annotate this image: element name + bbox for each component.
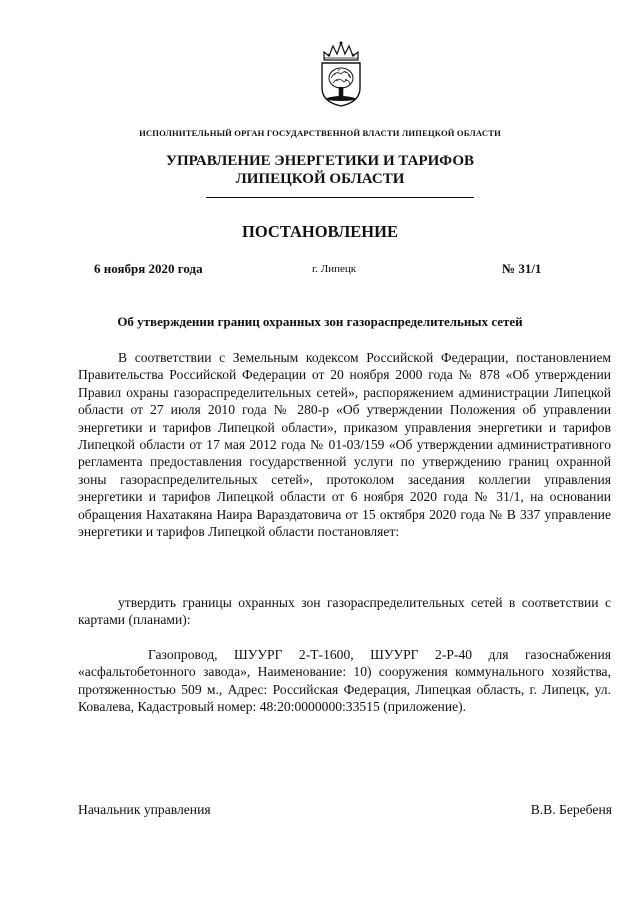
- document-type: ПОСТАНОВЛЕНИЕ: [242, 222, 398, 241]
- document-number: № 31/1: [502, 261, 542, 276]
- document-city: г. Липецк: [312, 263, 357, 275]
- document-subject: Об утверждении границ охранных зон газораспределительных сетей: [117, 314, 523, 329]
- signer-title: Начальник управления: [78, 802, 211, 817]
- department-name: [0, 152, 640, 188]
- coat-of-arms-icon: [318, 40, 364, 108]
- department-name-line2: ЛИПЕЦКОЙ ОБЛАСТИ: [235, 171, 405, 187]
- header-divider: [206, 197, 474, 198]
- department-name-line1: УПРАВЛЕНИЕ ЭНЕРГЕТИКИ И ТАРИФОВ: [165, 153, 475, 169]
- body-paragraph-object: Газопровод, ШУУРГ 2-Т-1600, ШУУРГ 2-Р-40 для газоснабжения «асфальтобетонного завода», Наименование: 10) сооружения коммунального хозяйства, протяженностью 509 м., Адрес: Российская Федерация, Липецкая область, г. Липецк, ул. Ковалева, Кадастровый номер: 48:20:0000000:33515 (приложение).: [78, 647, 611, 715]
- issuing-authority: ИСПОЛНИТЕЛЬНЫЙ ОРГАН ГОСУДАРСТВЕННОЙ ВЛАСТИ ЛИПЕЦКОЙ ОБЛАСТИ: [139, 128, 501, 138]
- body-paragraph-preamble: В соответствии с Земельным кодексом Российской Федерации, постановлением Правительства Российской Федерации от 20 ноября 2000 года № 878 «Об утверждении Правил охраны газораспределительных сетей», распоряжением администрации Липецкой области от 27 июля 2010 года № 280-р «Об утверждении Положения об управлении энергетики и тарифов Липецкой области», приказом управления энергетики и тарифов Липецкой области от 17 мая 2012 года № 01-03/159 «Об утверждении административного регламента предоставления государственной услуги по утверждению границ охранной зоны газораспределительных сетей», протоколом заседания коллегии управления энергетики и тарифов Липецкой области от 6 ноября 2020 года № 31/1, на основании обращения Нахатакяна Наира Вараздатовича от 15 октября 2020 года № В 337 управление энергетики и тарифов Липецкой области постановляет:: [78, 350, 611, 540]
- body-paragraph-resolution: утвердить границы охранных зон газораспределительных сетей в соответствии с картами (планами):: [78, 595, 611, 628]
- signer-name: В.В. Беребеня: [530, 802, 612, 817]
- document-date: 6 ноября 2020 года: [94, 261, 203, 276]
